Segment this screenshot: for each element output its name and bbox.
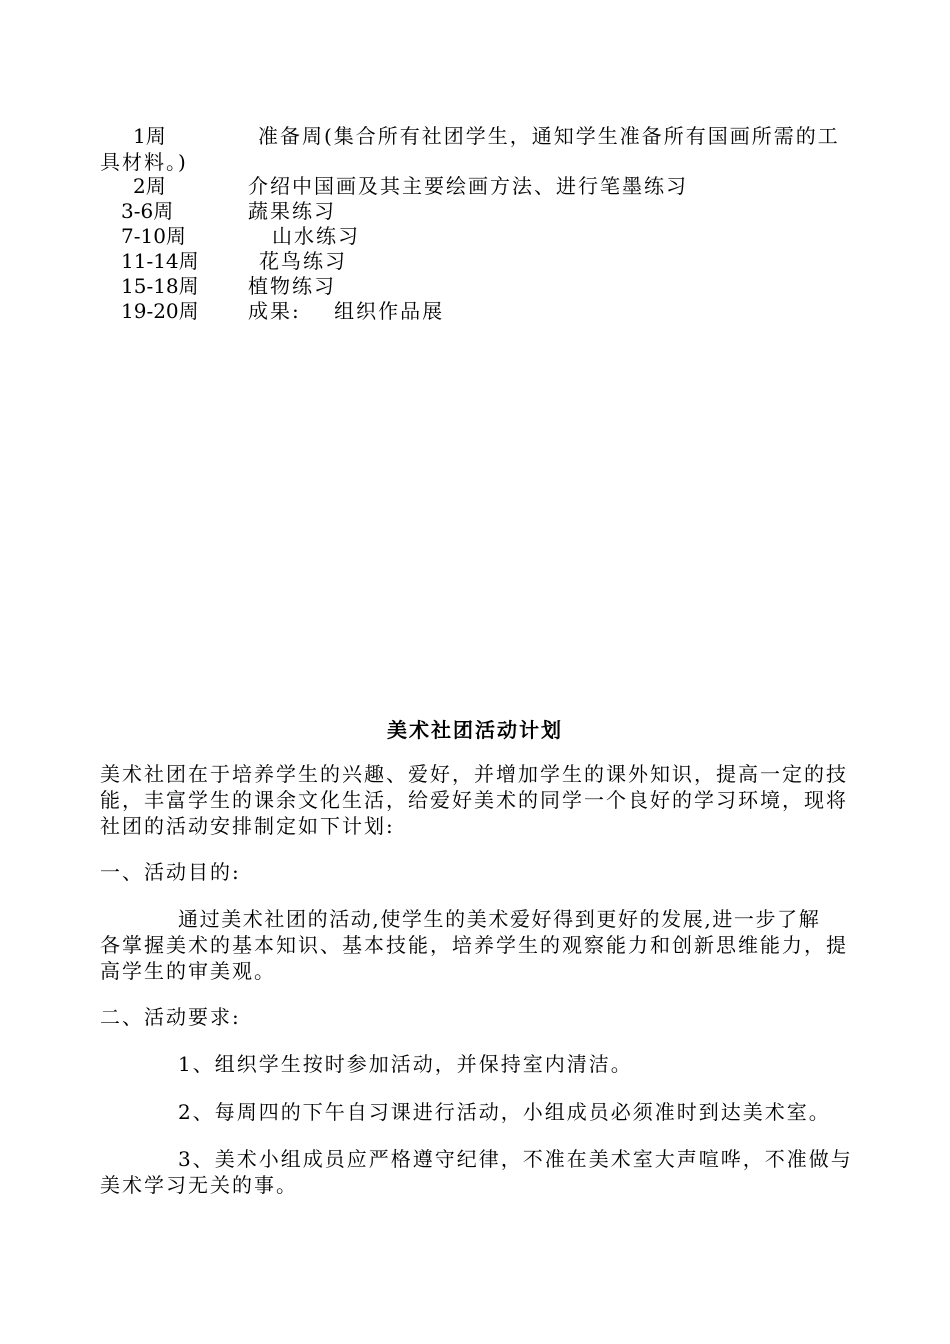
activity-text: 花鸟练习: [259, 249, 347, 273]
section-heading-requirements: 二、活动要求:: [100, 1005, 241, 1029]
week-label: 3-6周: [121, 199, 174, 223]
activity-text: 山水练习: [272, 224, 360, 248]
activity-text-continued: 具材料。): [100, 150, 188, 174]
week-label: 19-20周: [121, 299, 199, 323]
week-label: 1周: [133, 124, 166, 148]
requirement-line: 美术学习无关的事。: [100, 1173, 298, 1197]
requirement-item: 2、每周四的下午自习课进行活动，小组成员必须准时到达美术室。: [178, 1100, 831, 1124]
goals-line: 各掌握美术的基本知识、基本技能，培养学生的观察能力和创新思维能力，提: [100, 933, 848, 957]
requirement-item: 1、组织学生按时参加活动，并保持室内清洁。: [178, 1052, 633, 1076]
activity-text: 蔬果练习: [248, 199, 336, 223]
activity-text: 植物练习: [248, 274, 336, 298]
activity-text: 成果: 组织作品展: [248, 299, 445, 323]
section-heading-goals: 一、活动目的:: [100, 860, 241, 884]
intro-line: 美术社团在于培养学生的兴趣、爱好，并增加学生的课外知识，提高一定的技: [100, 762, 848, 786]
week-label: 15-18周: [121, 274, 199, 298]
goals-line: 通过美术社团的活动,使学生的美术爱好得到更好的发展,进一步了解: [178, 907, 821, 931]
activity-text: 准备周(集合所有社团学生，通知学生准备所有国画所需的工: [258, 124, 840, 148]
goals-line: 高学生的审美观。: [100, 959, 276, 983]
intro-line: 能，丰富学生的课余文化生活，给爱好美术的同学一个良好的学习环境，现将: [100, 788, 848, 812]
week-label: 7-10周: [121, 224, 186, 248]
activity-text: 介绍中国画及其主要绘画方法、进行笔墨练习: [248, 174, 688, 198]
requirement-line: 3、美术小组成员应严格遵守纪律，不准在美术室大声喧哗，不准做与: [178, 1147, 853, 1171]
intro-line: 社团的活动安排制定如下计划:: [100, 814, 395, 838]
plan-title: 美术社团活动计划: [387, 718, 563, 742]
week-label: 11-14周: [121, 249, 199, 273]
week-label: 2周: [133, 174, 166, 198]
